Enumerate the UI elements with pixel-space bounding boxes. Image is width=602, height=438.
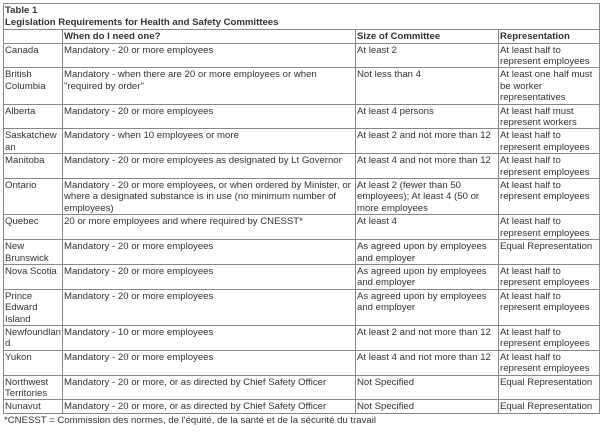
table-row [4,104,600,129]
committee-size-cell: Not less than 4 [356,68,499,104]
representation-cell: At least half to represent employees [499,264,600,289]
committee-size-cell: As agreed upon by employees and employer [356,264,499,289]
when-needed-cell: Mandatory - 20 or more employees [63,350,356,375]
when-needed-cell: Mandatory - when 10 employees or more [63,129,356,154]
jurisdiction-cell: Newfoundland [5,326,62,350]
document [3,3,599,426]
committee-size-cell: As agreed upon by employees and employer [356,240,499,265]
table-row [4,179,600,215]
when-needed-cell: Mandatory - 20 or more employees as designated by Lt Governor [63,154,356,179]
table-label: Table 1 [5,5,38,16]
table-row [4,400,600,413]
jurisdiction-cell: British Columbia [4,68,63,104]
when-needed-cell: Mandatory - 20 or more employees [63,240,356,265]
representation-cell: At least half to represent employees [499,215,600,240]
committee-size-cell: At least 2 and not more than 12 [356,129,499,154]
table-row [4,350,600,375]
header-when-needed: When do I need one? [63,30,356,43]
jurisdiction-cell: Manitoba [4,154,63,179]
footnote: *CNESST = Commission des normes, de l'équité, de la santé et de la sécurité du travail [4,414,376,426]
table-row [4,264,600,289]
representation-cell: At least half to represent employees [499,43,600,68]
table-body [4,43,600,413]
jurisdiction-cell: Alberta [4,104,63,129]
jurisdiction-cell: Nova Scotia [4,264,63,289]
committee-size-cell: At least 2 [356,43,499,68]
header-committee-size: Size of Committee [356,30,499,43]
representation-cell: At least one half must be worker representatives [499,68,600,104]
header-jurisdiction [4,30,63,43]
when-needed-cell: Mandatory - 20 or more employees, or when ordered by Minister, or where a designated substance is in use (no minimum number of employees) [63,179,356,215]
representation-cell: Equal Representation [499,240,600,265]
representation-cell: At least half to represent employees [499,350,600,375]
jurisdiction-cell: New Brunswick [4,240,63,265]
committee-size-cell: At least 4 and not more than 12 [356,154,499,179]
committee-size-cell: At least 4 [356,215,499,240]
when-needed-cell: Mandatory - 20 or more employees [63,289,356,325]
when-needed-cell: Mandatory - 20 or more employees [63,264,356,289]
header-representation: Representation [499,30,600,43]
jurisdiction-cell: Canada [4,43,63,68]
representation-cell: At least half to represent employees [499,325,600,350]
when-needed-cell: 20 or more employees and where required by CNESST* [63,215,356,240]
table-row [4,240,600,265]
committee-size-cell: At least 4 persons [356,104,499,129]
representation-cell: At least half to represent employees [499,289,600,325]
jurisdiction-cell: Prince Edward Island [4,289,63,325]
when-needed-cell: Mandatory - when there are 20 or more employees or when "required by order" [63,68,356,104]
jurisdiction-cell: Yukon [4,350,63,375]
committee-size-cell: Not Specified [356,375,499,400]
representation-cell: At least half to represent employees [499,179,600,215]
committee-size-cell: At least 2 (fewer than 50 employees); At least 4 (50 or more employees [356,179,499,215]
when-needed-cell: Mandatory - 20 or more, or as directed by Chief Safety Officer [63,400,356,413]
representation-cell: At least half to represent employees [499,129,600,154]
jurisdiction-cell: Quebec [4,215,63,240]
when-needed-cell: Mandatory - 20 or more employees [63,104,356,129]
table-row [4,375,600,400]
table-row [4,129,600,154]
jurisdiction-cell: Ontario [4,179,63,215]
when-needed-cell: Mandatory - 20 or more employees [63,43,356,68]
representation-cell: Equal Representation [499,375,600,400]
committee-size-cell: At least 4 and not more than 12 [356,350,499,375]
representation-cell: Equal Representation [499,400,600,413]
table-caption [4,4,600,30]
representation-cell: At least half to represent employees [499,154,600,179]
committee-size-cell: Not Specified [356,400,499,413]
legislation-table [3,3,600,414]
jurisdiction-cell: Saskatchewan [4,129,63,154]
jurisdiction-cell: Northwest Territories [4,375,63,400]
committee-size-cell: At least 2 and not more than 12 [356,325,499,350]
table-row [4,325,600,350]
table-row [4,43,600,68]
table-row [4,289,600,325]
table-row [4,154,600,179]
committee-size-cell: As agreed upon by employees and employer [356,289,499,325]
representation-cell: At least half must represent workers [499,104,600,129]
header-row [4,30,600,43]
when-needed-cell: Mandatory - 10 or more employees [63,325,356,350]
table-row [4,68,600,104]
table-title: Legislation Requirements for Health and Safety Committees [5,16,279,28]
jurisdiction-cell: Nunavut [4,400,63,413]
when-needed-cell: Mandatory - 20 or more, or as directed by Chief Safety Officer [63,375,356,400]
table-row [4,215,600,240]
